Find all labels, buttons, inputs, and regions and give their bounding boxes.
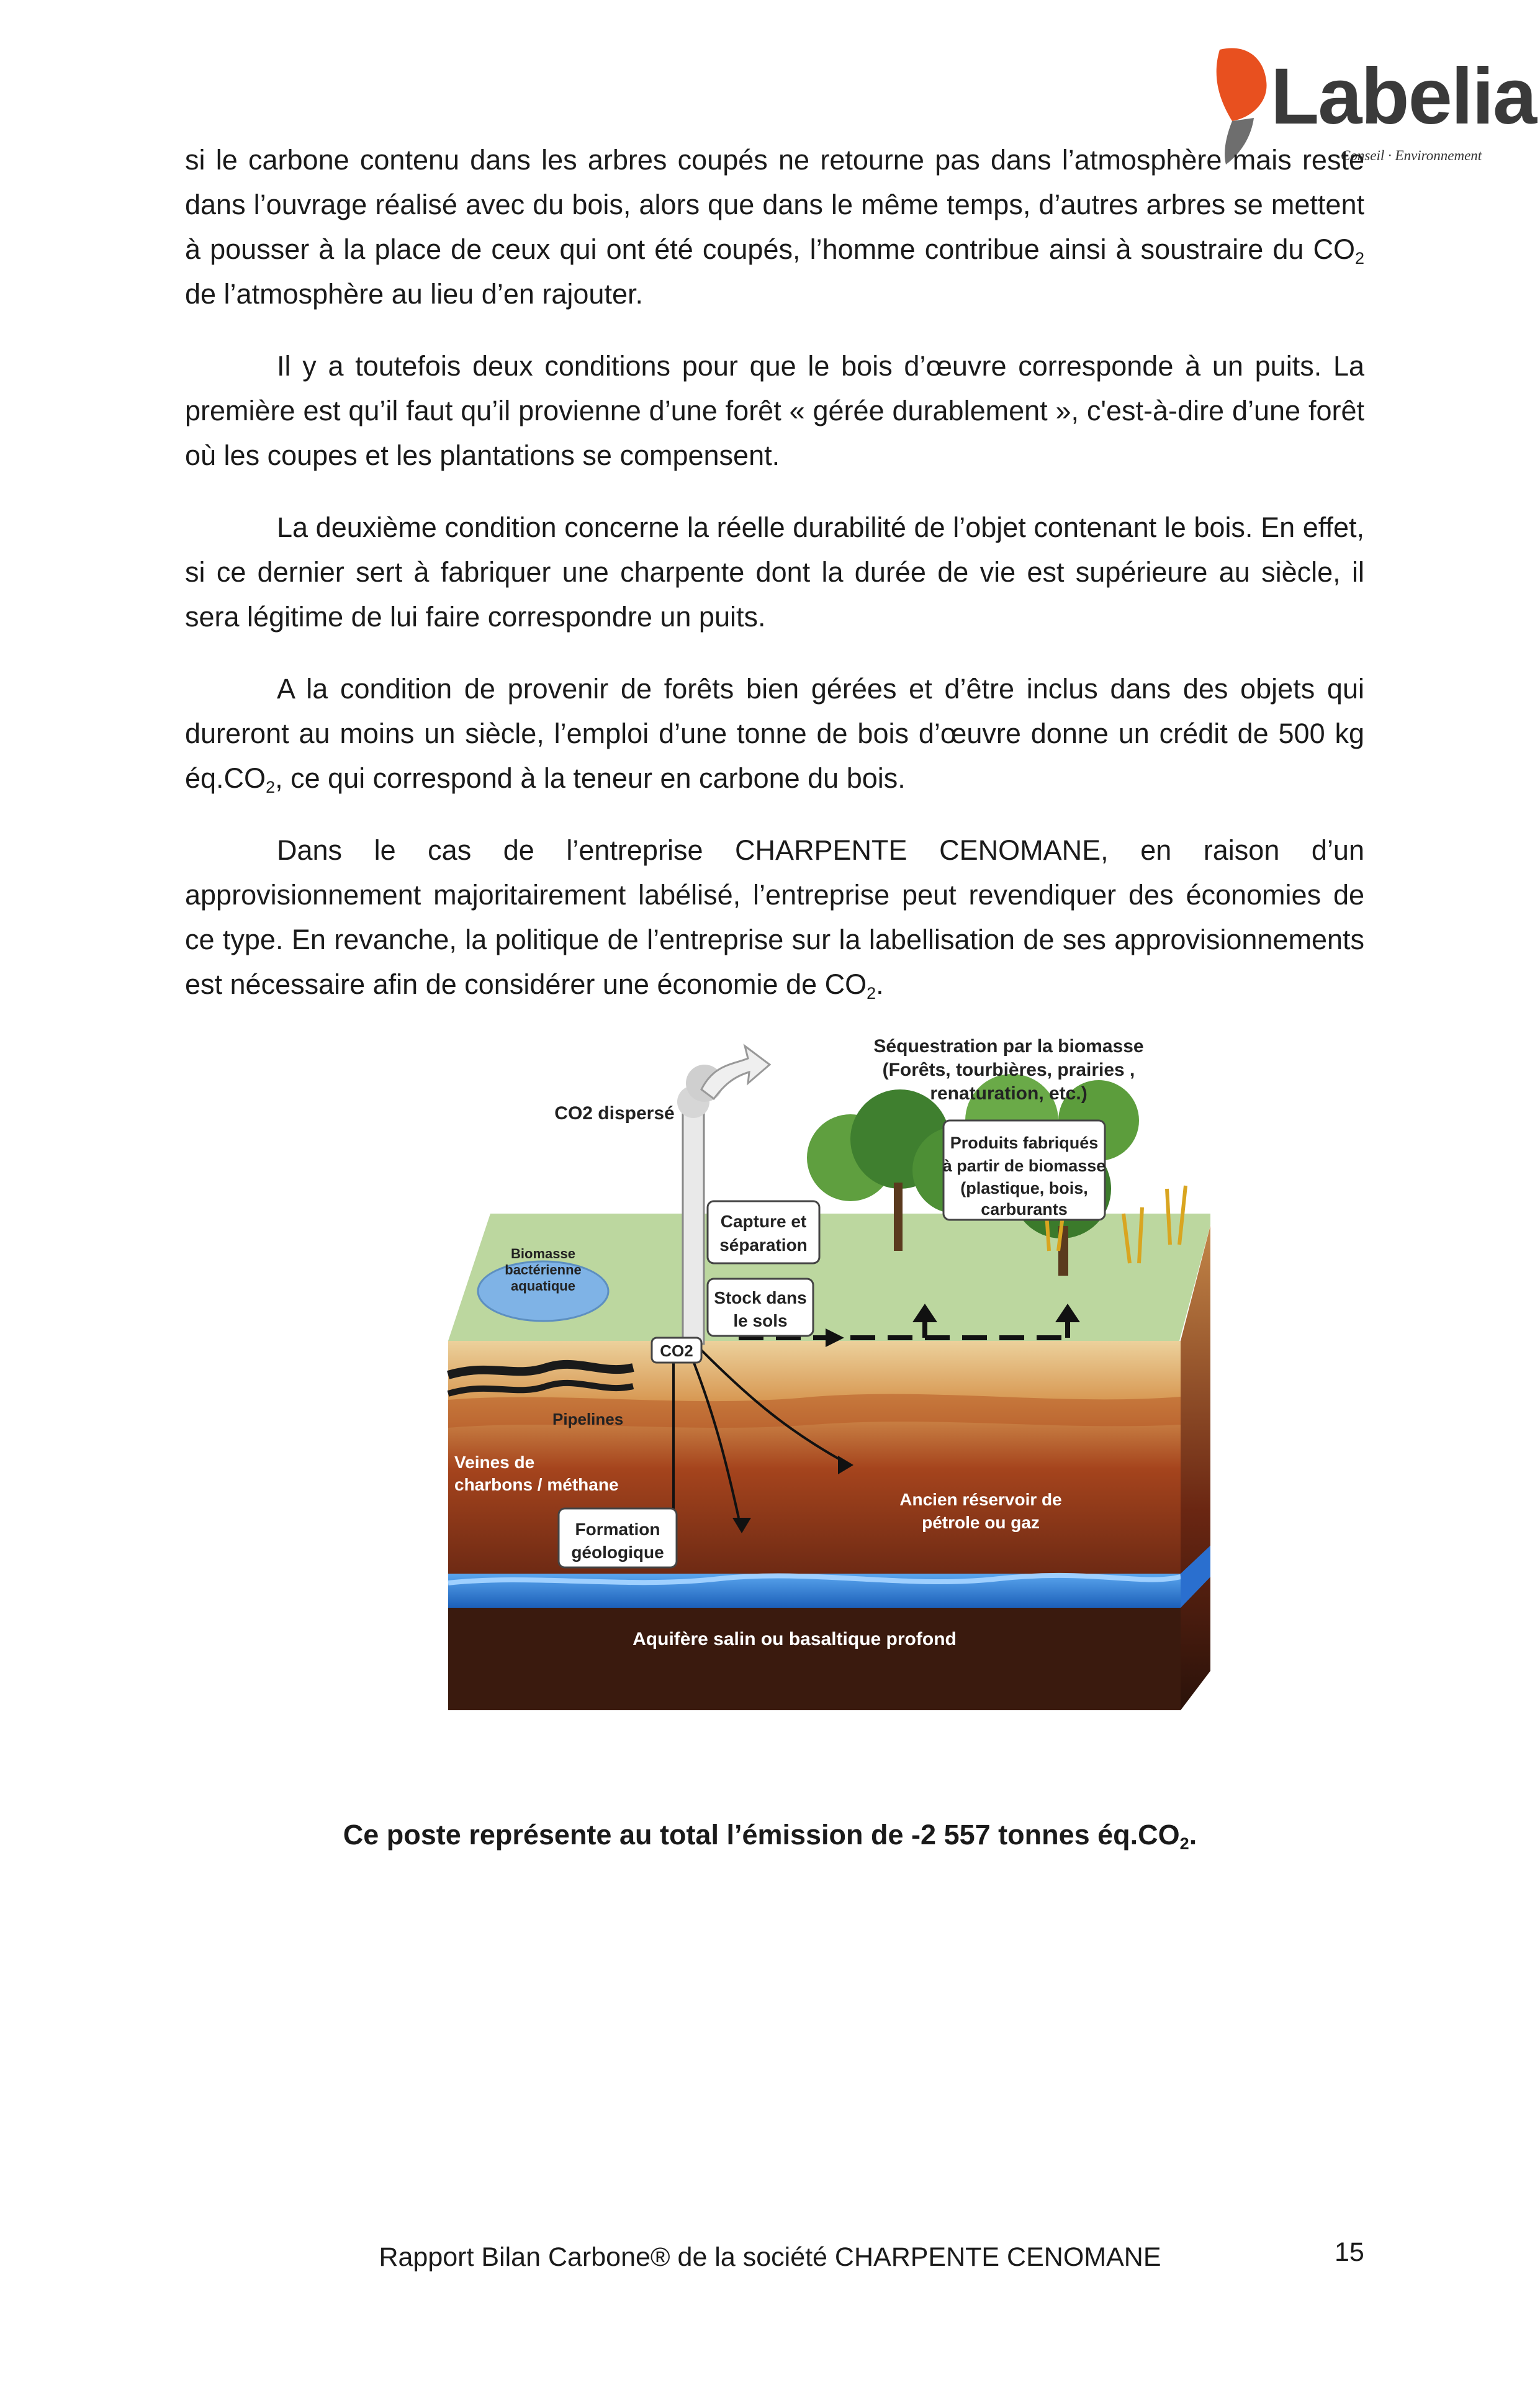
label-produits-1: Produits fabriqués (950, 1134, 1099, 1152)
label-reservoir-1: Ancien réservoir de (899, 1490, 1062, 1509)
label-formation-2: géologique (571, 1543, 664, 1562)
paragraph-4: A la condition de provenir de forêts bien gérées et d’être inclus dans des objets qui dureront au moins un siècle, l’emploi d’une tonne de bois d’œuvre donne un crédit de 500 kg $éq.CO_2$, ce qui correspond à la teneur en carbone du bois. (185, 673, 1364, 796)
label-sequestration-3: renaturation, etc.) (930, 1083, 1087, 1104)
label-biomasse-1: Biomasse (511, 1246, 575, 1261)
body-text (185, 138, 1364, 1034)
total-emission-summary: Ce poste représente au total l’émission de -2 557 tonnes $éq.CO_2$. (343, 1819, 1197, 1853)
chimney (683, 1108, 704, 1344)
paragraph-1: si le carbone contenu dans les arbres coupés ne retourne pas dans l’atmosphère mais reste dans l’ouvrage réalisé avec du bois, alors que dans le même temps, d’autres arbres se mettent à pousser à la place de ceux qui ont été coupés, l’homme contribue ainsi à soustraire du $CO_2$ de l’atmosphère au lieu d’en rajouter. (185, 144, 1364, 310)
label-biomasse-3: aquatique (511, 1278, 575, 1294)
label-biomasse-2: bactérienne (505, 1262, 582, 1278)
label-capture-1: Capture et (720, 1212, 807, 1231)
label-co2-disperse: CO2 dispersé (554, 1103, 675, 1124)
label-veines-1: Veines de (454, 1453, 535, 1472)
carbon-sequestration-diagram (441, 1027, 1210, 1713)
paragraph-2: Il y a toutefois deux conditions pour que le bois d’œuvre corresponde à un puits. La première est qu’il faut qu’il provienne d’une forêt « gérée durablement », c'est-à-dire d’une forêt où les coupes et les plantations se compensent. (185, 350, 1364, 471)
label-aquifere: Aquifère salin ou basaltique profond (633, 1629, 957, 1649)
label-produits-2: à partir de biomasse (942, 1156, 1106, 1175)
paragraph-5: Dans le cas de l’entreprise CHARPENTE CENOMANE, en raison d’un approvisionnement majoritairement labélisé, l’entreprise peut revendiquer des économies de ce type. En revanche, la politique de l’entreprise sur la labellisation de ses approvisionnements est nécessaire afin de considérer une économie de $CO_2$. (185, 834, 1364, 1003)
labelia-wordmark: Labelia (1271, 52, 1536, 141)
label-capture-2: séparation (719, 1235, 808, 1255)
label-stock-1: Stock dans (714, 1288, 807, 1307)
label-co2: CO2 (660, 1341, 693, 1360)
label-sequestration-2: (Forêts, tourbières, prairies , (882, 1060, 1135, 1080)
labelia-tagline: Conseil · Environnement (1341, 148, 1482, 163)
label-sequestration-1: Séquestration par la biomasse (873, 1036, 1144, 1057)
page-number: 15 (1335, 2237, 1364, 2267)
label-pipelines: Pipelines (552, 1410, 624, 1428)
footer-report-title: Rapport Bilan Carbone® de la société CHARPENTE CENOMANE (379, 2242, 1161, 2272)
label-veines-2: charbons / méthane (454, 1475, 619, 1494)
diagram-svg (441, 1027, 1210, 1713)
label-produits-4: carburants (981, 1200, 1068, 1219)
label-produits-3: (plastique, bois, (960, 1179, 1088, 1197)
label-formation-1: Formation (575, 1520, 660, 1539)
paragraph-3: La deuxième condition concerne la réelle durabilité de l’objet contenant le bois. En effet, si ce dernier sert à fabriquer une charpente dont la durée de vie est supérieure au siècle, il sera légitime de lui faire correspondre un puits. (185, 512, 1364, 633)
label-stock-2: le sols (733, 1311, 788, 1330)
label-reservoir-2: pétrole ou gaz (922, 1513, 1040, 1532)
bedrock (448, 1608, 1181, 1710)
